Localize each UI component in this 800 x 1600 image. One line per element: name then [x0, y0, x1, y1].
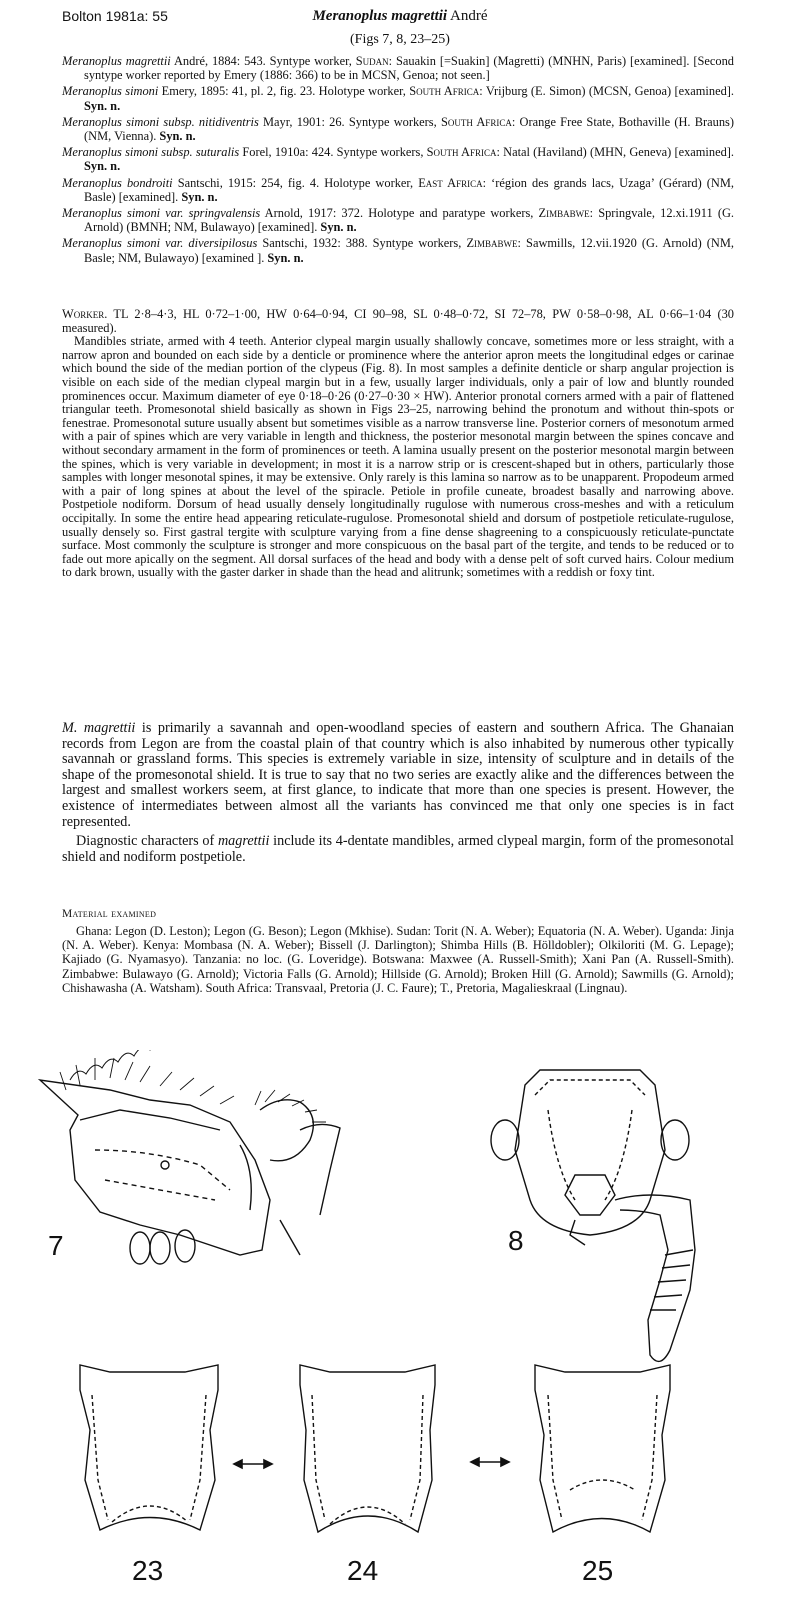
species-name: Meranoplus magrettii — [312, 8, 448, 24]
synonym-text: Arnold, 1917: 372. Holotype and paratype workers, — [260, 206, 539, 221]
synonym-text: : Sauakin [=Suakin] (Magretti) (MNHN, Paris) [examined]. [Second syntype worker reported by Emery (1886: 366) to be in MCSN, Genoa; not seen.] — [84, 54, 735, 83]
material-heading: Material examined — [62, 908, 157, 920]
taxon-name: M. magrettii — [62, 720, 136, 736]
taxon-name: Meranoplus simoni subsp. nitidiventris — [62, 114, 259, 129]
synonym-entry — [62, 145, 734, 173]
running-header-citation: Bolton 1981a: 55 — [62, 8, 168, 24]
locality-country: South Africa — [426, 145, 497, 160]
locality-country: South Africa — [440, 114, 512, 129]
syn-status: Syn. n. — [159, 129, 196, 144]
species-title — [0, 8, 800, 25]
figure-number-7: 7 — [48, 1230, 64, 1261]
synonym-text: André, 1884: 543. Syntype worker, — [170, 54, 356, 68]
syn-status: Syn. n. — [84, 159, 121, 174]
synonymy-list — [62, 54, 734, 267]
synonym-entry — [62, 206, 734, 234]
synonym-entry — [62, 84, 734, 112]
figure-7-mesosoma-profile — [40, 1050, 340, 1264]
locality-country: Zimbabwe — [538, 206, 590, 221]
double-arrow-23-24 — [234, 1460, 272, 1468]
taxon-name: magrettii — [217, 833, 270, 850]
synonym-text: : Sawmills, 12.vii.1920 (G. Arnold) (NM, Basle; NM, Bulawayo) [examined ]. — [84, 236, 734, 265]
synonym-text: Emery, 1895: 41, pl. 2, fig. 23. Holotype worker, — [158, 84, 410, 99]
figure-8-head-frontal — [491, 1070, 695, 1361]
synonym-text: Forel, 1910a: 424. Syntype workers, — [239, 145, 427, 160]
discussion-paragraph — [62, 721, 734, 830]
synonym-text: : Vrijburg (E. Simon) (MCSN, Genoa) [examined]. — [479, 84, 734, 99]
synonym-text: : Natal (Haviland) (MHN, Geneva) [examined]. — [496, 145, 734, 160]
discussion-text: include its 4-dentate mandibles, armed clypeal margin, form of the promesonotal shield and nodiform postpetiole. — [62, 833, 734, 865]
synonym-entry — [62, 54, 734, 82]
figure-reference: (Figs 7, 8, 23–25) — [350, 32, 450, 47]
species-author: André — [450, 8, 488, 24]
discussion-text: is primarily a savannah and open-woodland species of eastern and southern Africa. The Ghanaian records from Legon are from the coastal plain of that country which is also inhabited by numerous other typically savannah or grassland forms. This species is extremely variable in size, intensity of sculpture and in details of the shape of the promesonotal shield. It is true to say that no two series are exactly alike and the differences between the largest and smallest workers seem, at first glance, to indicate that more than one species is present. However, the existence of intermediates between almost all the variants has convinced me that only one species is in fact represented. — [62, 720, 735, 830]
worker-label: Worker. — [62, 307, 108, 321]
measurement-text: TL 2·8–4·3, HL 0·72–1·00, HW 0·64–0·94, CI 90–98, SL 0·48–0·72, SI 72–78, PW 0·58–0·98, AL 0·66–1·04 (30 measured). — [62, 307, 734, 335]
synonym-text: Mayr, 1901: 26. Syntype workers, — [258, 114, 441, 129]
figure-number-24: 24 — [347, 1555, 379, 1586]
locality-country: Zimbabwe — [466, 236, 518, 251]
synonym-text: : ‘région des grands lacs, Uzaga’ (Gérard) (NM, Basle) [examined]. — [84, 175, 734, 204]
worker-description — [62, 308, 734, 580]
synonym-text: : Orange Free State, Bothaville (H. Brauns) (NM, Vienna). — [84, 114, 734, 144]
synonym-entry — [62, 115, 734, 143]
figure-24-promesonotal-shield — [300, 1365, 435, 1532]
taxon-name: Meranoplus bondroiti — [62, 175, 173, 190]
syn-status: Syn. n. — [84, 98, 121, 113]
synonym-text: Santschi, 1915: 254, fig. 4. Holotype worker, — [172, 175, 419, 190]
figure-number-8: 8 — [508, 1225, 524, 1256]
synonym-entry — [62, 236, 734, 264]
discussion-text: Diagnostic characters of — [76, 833, 218, 850]
figure-number-25: 25 — [582, 1555, 614, 1586]
discussion — [62, 721, 734, 869]
synonym-entry — [62, 176, 734, 204]
taxon-name: Meranoplus simoni var. springvalensis — [62, 206, 261, 221]
locality-country: Sudan — [355, 54, 389, 68]
double-arrow-24-25 — [471, 1458, 509, 1466]
figure-number-23: 23 — [132, 1555, 164, 1586]
worker-morphology: Mandibles striate, armed with 4 teeth. Anterior clypeal margin usually shallowly concave, sometimes more or less straight, with a narrow apron and bounded on each side by a denticle or prominence where the anterior apron meets the longitudinal edges or carinae which bound the side of the median portion of the clypeus (Fig. 8). In most samples a definite denticle or sharp angular projection is visible on each side of the median clypeal margin but in a few, usually larger individuals, only a pair of low and bluntly rounded prominences occur. Maximum diameter of eye 0·18–0·26 (0·27–0·30 × HW). Anterior pronotal corners armed with a pair of flattened triangular teeth. Promesonotal shield basically as shown in Figs 23–25, narrowing behind the pronotum and without thin-spots or fenestrae. Promesonotal suture usually absent but sometimes visible as a narrow transverse line. Posterior corners of mesonotum armed with a pair of spines which are very variable in length and thickness, the posterior mesonotal margin between the spines concave and without secondary armament in the form of prominences or teeth. A lamina usually present on the posterior mesonotal margin between the spines, which is very variable in development; in most it is a narrow strip or is crescent-shaped but in others, particularly those samples with longer mesonotal spines, it may be extensive. Only rarely is this lamina so narrow as to be unapparent. Propodeum armed with a pair of long spines at about the level of the spiracle. Petiole in profile cuneate, broadest basally and narrowing above. Postpetiole nodiform. Dorsum of head usually densely longitudinally rugulose with numerous cross-meshes and with a reticulum occipitally. In some the entire head appearing reticulate-rugulose. Promesonotal shield and dorsum of postpetiole reticulate-rugulose, usually densely so. First gastral tergite with sculpture varying from a fine dense shagreening to a conspicuously reticulate-punctate surface. Most commonly the sculpture is stronger and more conspicuous on the basal part of the tergite, and tends to be reduced or to fade out more apically on the segment. All dorsal surfaces of the head and body with a dense pelt of soft curved hairs. Colour medium to dark brown, usually with the gaster darker in shade than the head and alitrunk; sometimes with a reddish or foxy tint. — [62, 334, 734, 580]
worker-measurements — [62, 308, 734, 335]
syn-status: Syn. n. — [267, 250, 304, 265]
taxon-name: Meranoplus simoni — [62, 84, 159, 99]
taxon-name: Meranoplus simoni var. diversipilosus — [62, 236, 258, 251]
locality-country: South Africa — [409, 84, 480, 99]
synonym-text: Santschi, 1932: 388. Syntype workers, — [257, 236, 467, 251]
syn-status: Syn. n. — [181, 189, 218, 204]
locality-country: East Africa — [418, 175, 483, 190]
material-examined-text: Ghana: Legon (D. Leston); Legon (G. Beson); Legon (Mkhise). Sudan: Torit (N. A. Weber); Equatoria (N. A. Weber). Uganda: Jinja (N. A. Weber). Kenya: Mombasa (N. A. Weber); Bissell (J. Darlington); Shimba Hills (B. Hölldobler); Olkiloriti (M. G. Lepage); Kajiado (G. Nyamasyo). Tanzania: no loc. (G. Loveridge). Botswana: Maxwee (A. Russell-Smith); Xani Pan (A. Russell-Smith). Zimbabwe: Bulawayo (G. Arnold); Victoria Falls (G. Arnold); Hillside (G. Arnold); Broken Hill (G. Arnold); Sawmills (G. Arnold); Chishawasha (A. Watsham). South Africa: Transvaal, Pretoria (J. C. Faure); T., Pretoria, Magalieskraal (Lingnau). — [62, 924, 734, 995]
synonym-text: : Springvale, 12.xi.1911 (G. Arnold) (BMNH; NM, Bulawayo) [examined]. — [84, 206, 735, 235]
figure-25-promesonotal-shield — [535, 1365, 670, 1532]
diagnosis-paragraph — [62, 834, 734, 865]
taxon-name: Meranoplus magrettii — [62, 54, 171, 68]
figure-23-promesonotal-shield — [80, 1365, 218, 1530]
taxon-name: Meranoplus simoni subsp. suturalis — [62, 145, 240, 160]
syn-status: Syn. n. — [320, 220, 357, 235]
figure-plate — [0, 1050, 800, 1600]
